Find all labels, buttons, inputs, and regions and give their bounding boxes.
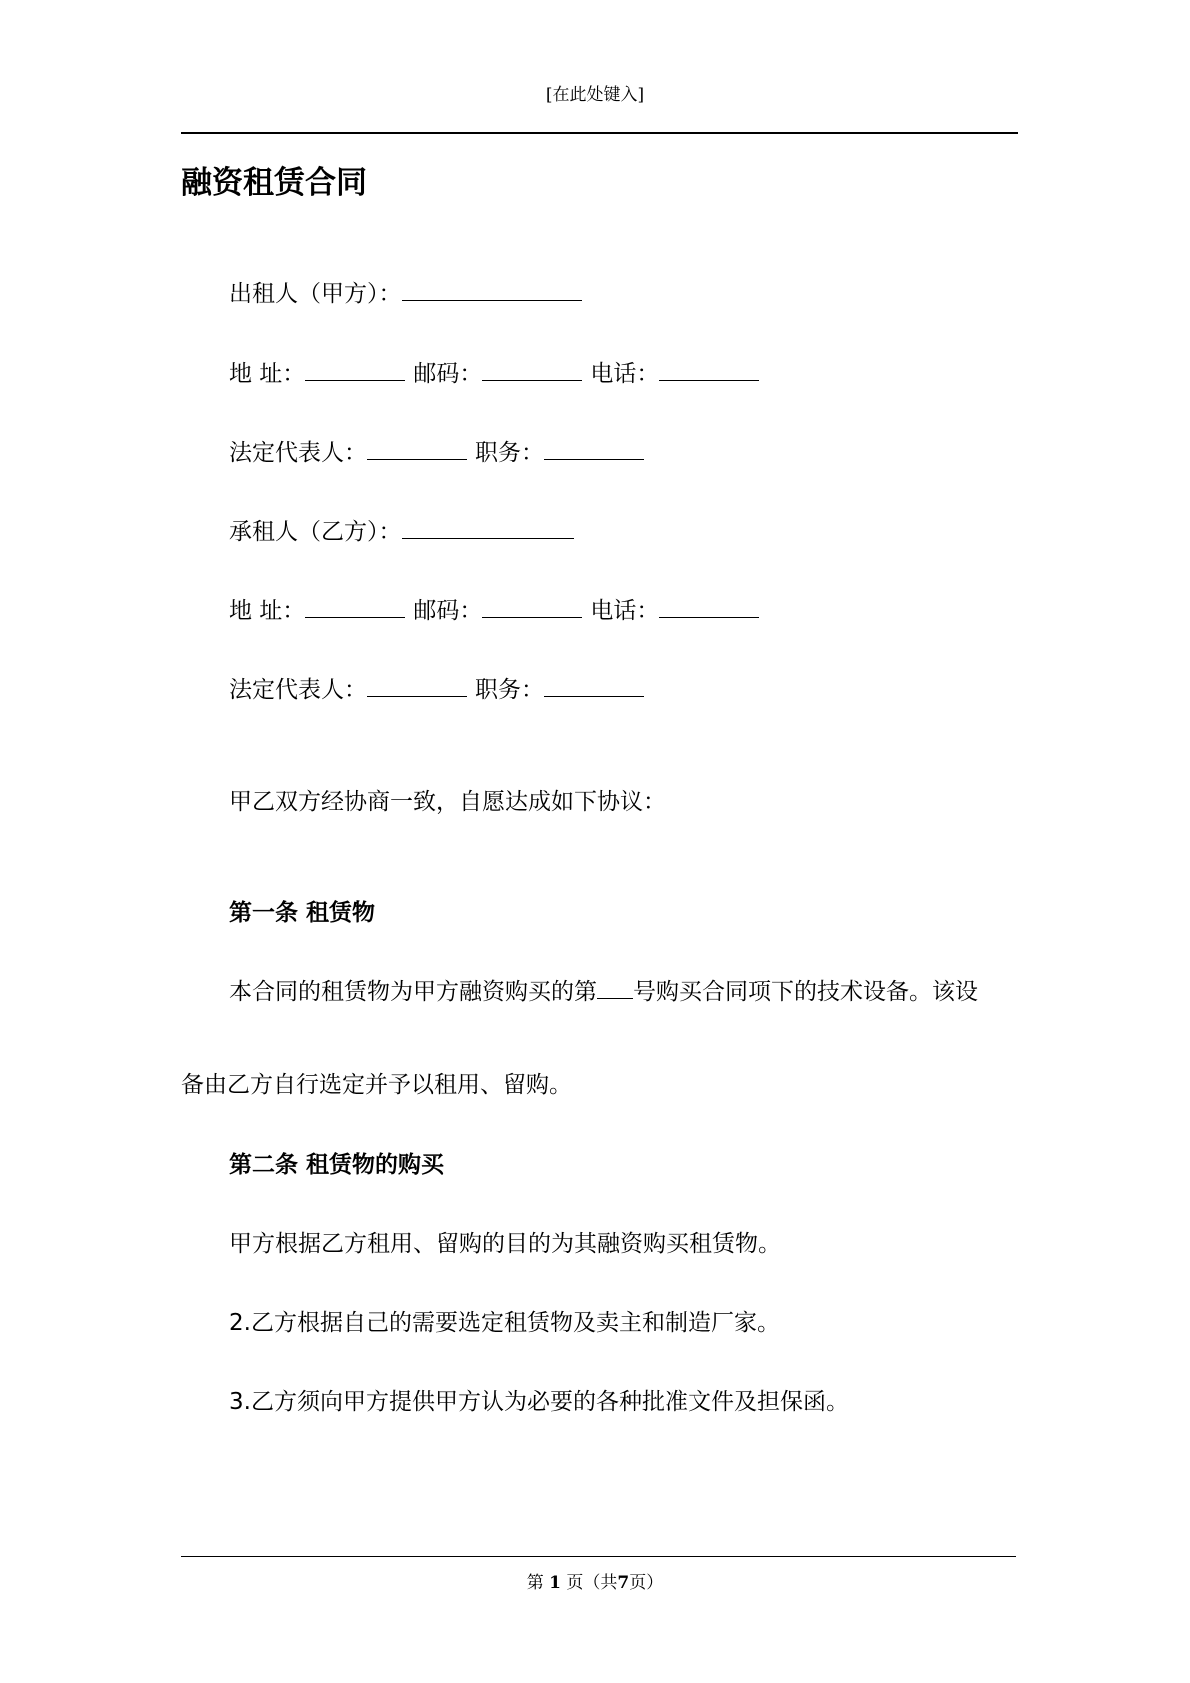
contract-number-blank[interactable] bbox=[597, 976, 633, 999]
lessor-position-blank[interactable] bbox=[544, 437, 644, 460]
lessee-position-blank[interactable] bbox=[544, 674, 644, 697]
lessee-name-blank[interactable] bbox=[402, 516, 574, 539]
article1-heading: 第一条 租赁物 bbox=[229, 900, 376, 926]
lessee-legal-rep-label: 法定代表人： bbox=[229, 677, 367, 703]
lessor-postcode-label: 邮码： bbox=[413, 361, 483, 387]
article1-text-line2: 备由乙方自行选定并予以租用、留购。 bbox=[181, 1072, 572, 1098]
lessor-legal-rep-label: 法定代表人： bbox=[229, 440, 367, 466]
page-footer bbox=[0, 1572, 1190, 1594]
lessor-phone-blank[interactable] bbox=[659, 358, 759, 381]
lessee-postcode-blank[interactable] bbox=[482, 595, 582, 618]
lessor-name-line bbox=[229, 278, 582, 310]
lessor-postcode-blank[interactable] bbox=[482, 358, 582, 381]
lessor-phone-label: 电话： bbox=[590, 361, 660, 387]
footer-divider bbox=[181, 1556, 1016, 1557]
lessee-phone-label: 电话： bbox=[590, 598, 660, 624]
lessor-rep-line bbox=[229, 437, 644, 469]
page-prefix: 第 bbox=[526, 1573, 544, 1593]
lessor-name-label: 出租人（甲方）： bbox=[229, 281, 402, 307]
page-middle: 页（共 bbox=[566, 1573, 618, 1593]
lessee-rep-line bbox=[229, 674, 644, 706]
article2-item2: 2.乙方根据自己的需要选定租赁物及卖主和制造厂家。 bbox=[229, 1310, 780, 1336]
lessee-contact-line bbox=[229, 595, 759, 627]
lessee-legal-rep-blank[interactable] bbox=[367, 674, 467, 697]
page-total: 7 bbox=[617, 1573, 630, 1593]
lessee-postcode-label: 邮码： bbox=[413, 598, 483, 624]
lessor-address-label: 地 址： bbox=[229, 361, 306, 387]
article1-text-line1 bbox=[229, 976, 978, 1008]
article1-text-part1: 本合同的租赁物为甲方融资购买的第 bbox=[229, 979, 597, 1005]
lessee-phone-blank[interactable] bbox=[659, 595, 759, 618]
lessee-name-line bbox=[229, 516, 574, 548]
lessor-address-blank[interactable] bbox=[305, 358, 405, 381]
lessor-position-label: 职务： bbox=[475, 440, 544, 466]
lessor-legal-rep-blank[interactable] bbox=[367, 437, 467, 460]
lessor-name-blank[interactable] bbox=[402, 278, 582, 301]
page-suffix: 页） bbox=[629, 1573, 664, 1593]
document-title: 融资租赁合同 bbox=[181, 165, 367, 201]
lessee-address-label: 地 址： bbox=[229, 598, 306, 624]
lessee-position-label: 职务： bbox=[475, 677, 544, 703]
lessee-address-blank[interactable] bbox=[305, 595, 405, 618]
article2-item1: 甲方根据乙方租用、留购的目的为其融资购买租赁物。 bbox=[229, 1231, 781, 1257]
lessor-contact-line bbox=[229, 358, 759, 390]
page-number: 1 bbox=[549, 1573, 561, 1593]
agreement-intro: 甲乙双方经协商一致，自愿达成如下协议： bbox=[229, 789, 666, 815]
lessee-name-label: 承租人（乙方）： bbox=[229, 519, 402, 545]
article1-text-part2: 号购买合同项下的技术设备。该设 bbox=[633, 979, 978, 1005]
header-divider bbox=[181, 132, 1018, 134]
page-header[interactable]: [在此处键入] bbox=[545, 85, 645, 105]
article2-heading: 第二条 租赁物的购买 bbox=[229, 1152, 445, 1178]
article2-item3: 3.乙方须向甲方提供甲方认为必要的各种批准文件及担保函。 bbox=[229, 1389, 849, 1415]
